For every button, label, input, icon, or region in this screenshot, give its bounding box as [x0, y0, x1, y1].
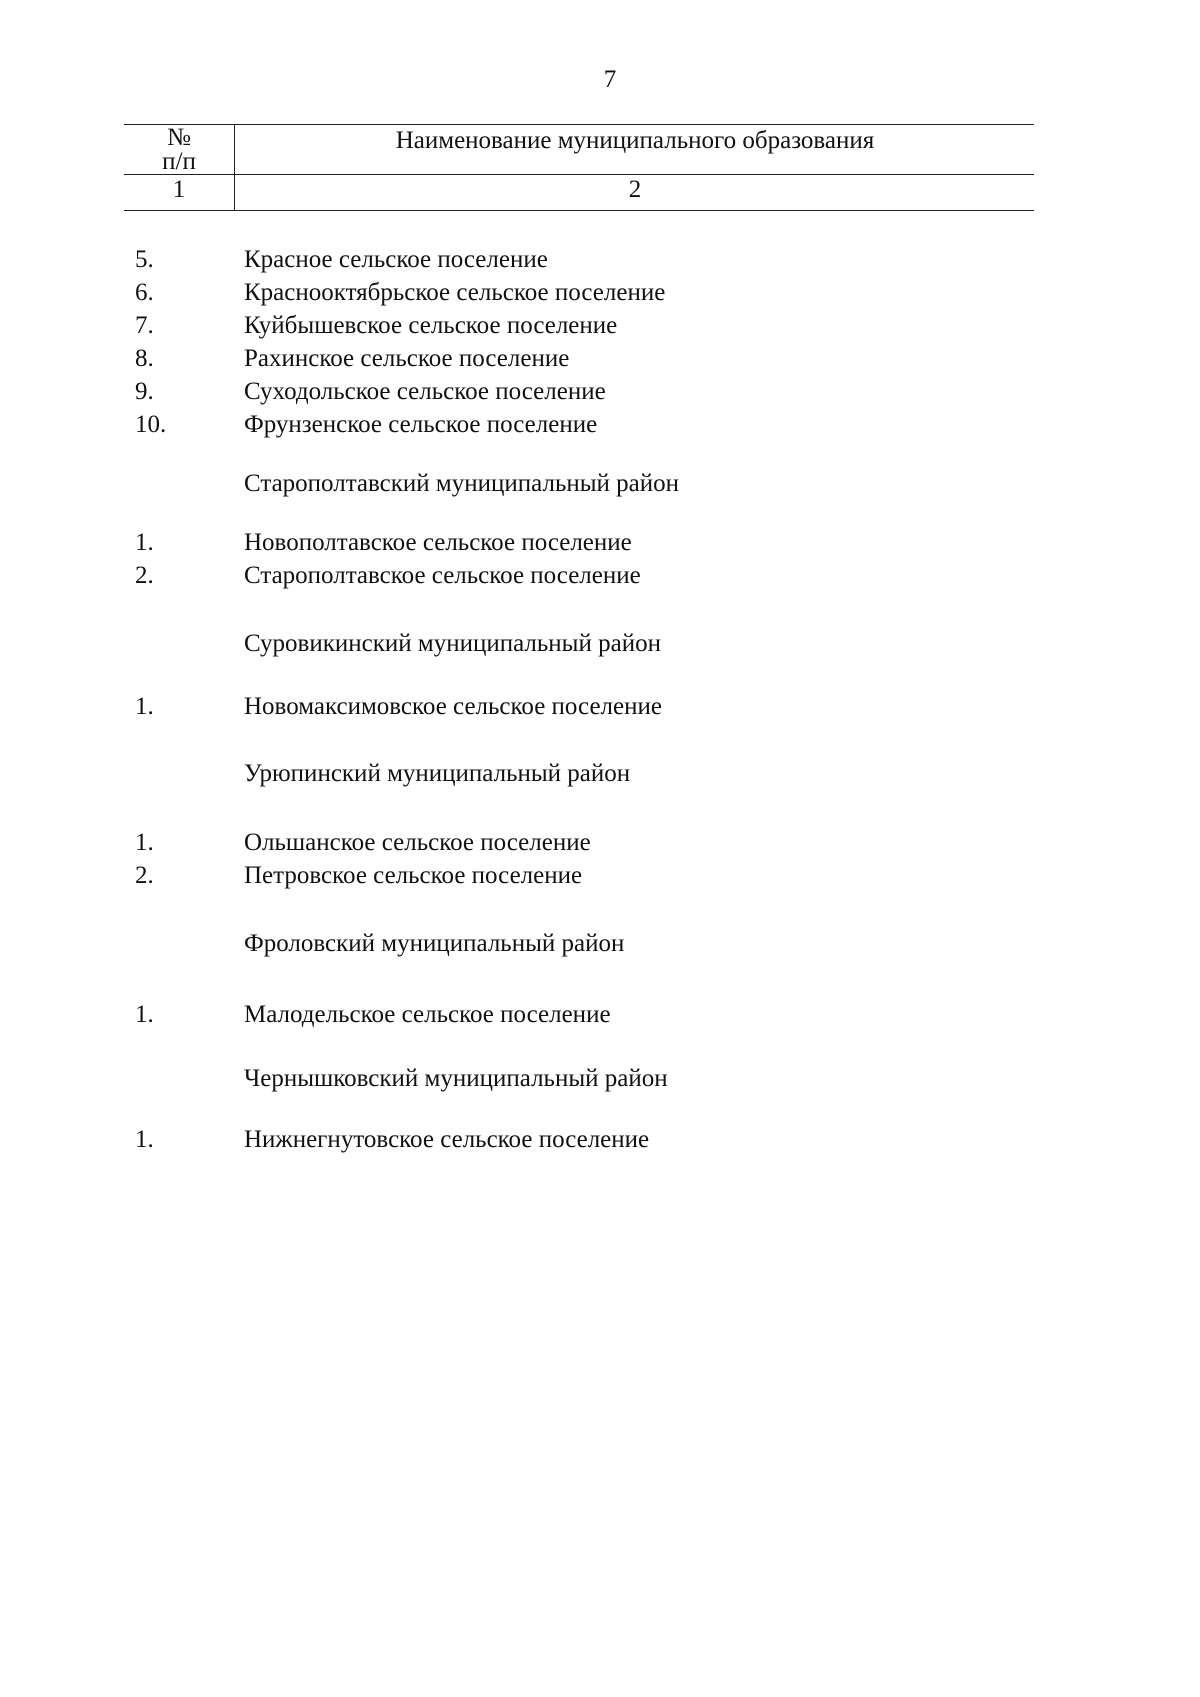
list-item: [0, 561, 1200, 593]
number-sign: №: [167, 124, 191, 151]
item-name: Красное сельское поселение: [244, 246, 548, 273]
table-middle-border: [124, 174, 1034, 175]
list-item: [0, 278, 1200, 310]
item-name: Новополтавское сельское поселение: [244, 529, 632, 556]
item-name: Суходольское сельское поселение: [244, 378, 606, 405]
item-number: 2.: [135, 562, 154, 589]
item-name: Новомаксимовское сельское поселение: [244, 693, 662, 720]
table-header: [124, 124, 1034, 210]
list-item: [0, 344, 1200, 376]
item-number: 1.: [135, 529, 154, 556]
district-heading: Старополтавский муниципальный район: [244, 470, 679, 497]
item-number: 1.: [135, 693, 154, 720]
column-number-2: 2: [628, 176, 642, 203]
district-heading: Урюпинский муниципальный район: [244, 760, 631, 787]
table-bottom-border: [124, 210, 1034, 211]
list-item: [0, 828, 1200, 860]
item-name: Старополтавское сельское поселение: [244, 562, 641, 589]
page-number: 7: [603, 66, 617, 93]
item-name: Малодельское сельское поселение: [244, 1001, 611, 1028]
pp-label: п/п: [162, 148, 196, 175]
item-name: Фрунзенское сельское поселение: [244, 411, 598, 438]
list-item: [0, 1125, 1200, 1157]
item-number: 6.: [135, 279, 154, 306]
list-item: [0, 528, 1200, 560]
list-item: [0, 410, 1200, 442]
item-number: 7.: [135, 312, 154, 339]
table-top-border: [124, 124, 1034, 125]
item-name: Нижнегнутовское сельское поселение: [244, 1126, 650, 1153]
item-number: 1.: [135, 1001, 154, 1028]
item-name: Рахинское сельское поселение: [244, 345, 570, 372]
item-name: Краснооктябрьское сельское поселение: [244, 279, 666, 306]
table-column-divider: [234, 124, 235, 210]
item-number: 1.: [135, 1126, 154, 1153]
list-item: [0, 692, 1200, 724]
item-name: Куйбышевское сельское поселение: [244, 312, 618, 339]
list-item: [0, 377, 1200, 409]
item-number: 1.: [135, 829, 154, 856]
number-column-header: [124, 126, 234, 174]
list-item: [0, 861, 1200, 893]
column-number-1: 1: [172, 176, 186, 203]
item-number: 10.: [135, 411, 167, 438]
item-number: 2.: [135, 862, 154, 889]
list-item: [0, 311, 1200, 343]
item-name: Ольшанское сельское поселение: [244, 829, 591, 856]
district-heading: Фроловский муниципальный район: [244, 930, 625, 957]
list-item: [0, 245, 1200, 277]
list-item: [0, 1000, 1200, 1032]
item-number: 8.: [135, 345, 154, 372]
district-heading: Суровикинский муниципальный район: [244, 630, 661, 657]
name-column-header: Наименование муниципального образования: [395, 127, 875, 154]
item-name: Петровское сельское поселение: [244, 862, 583, 889]
item-number: 9.: [135, 378, 154, 405]
district-heading: Чернышковский муниципальный район: [244, 1065, 668, 1092]
item-number: 5.: [135, 246, 154, 273]
